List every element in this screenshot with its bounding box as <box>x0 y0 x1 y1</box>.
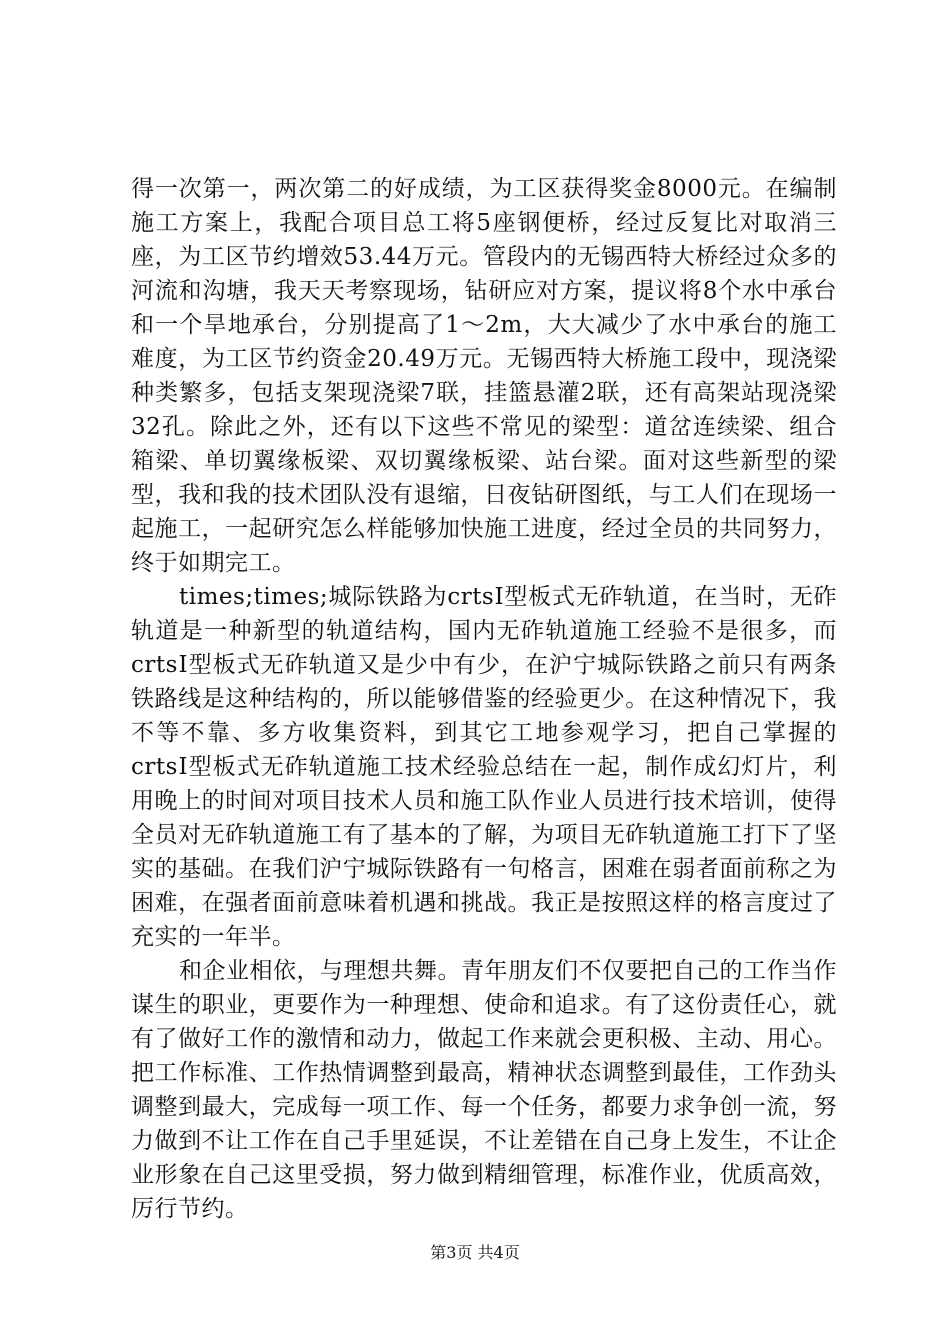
paragraph-enterprise-ideal: 和企业相依，与理想共舞。青年朋友们不仅要把自己的工作当作谋生的职业，更要作为一种理想、使命和追求。有了这份责任心，就有了做好工作的激情和动力，做起工作来就会更积极、主动、用心。把工作标准、工作热情调整到最高，精神状态调整到最佳，工作劲头调整到最大，完成每一项工作、每一个任务，都要力求争创一流，努力做到不让工作在自己手里延误，不让差错在自己身上发生，不让企业形象在自己这里受损，努力做到精细管理，标准作业，优质高效，厉行节约。 <box>131 958 837 1222</box>
document-body <box>131 172 837 1226</box>
paragraph-crts-track: times;times;城际铁路为crtsⅠ型板式无砟轨道，在当时，无砟轨道是一种新型的轨道结构，国内无砟轨道施工经验不是很多，而crtsⅠ型板式无砟轨道又是少中有少，在沪宁城际铁路之前只有两条铁路线是这种结构的，所以能够借鉴的经验更少。在这种情况下，我不等不靠、多方收集资料，到其它工地参观学习，把自己掌握的crtsⅠ型板式无砟轨道施工技术经验总结在一起，制作成幻灯片，利用晚上的时间对项目技术人员和施工队作业人员进行技术培训，使得全员对无砟轨道施工有了基本的了解，为项目无砟轨道施工打下了坚实的基础。在我们沪宁城际铁路有一句格言，困难在弱者面前称之为困难，在强者面前意味着机遇和挑战。我正是按照这样的格言度过了充实的一年半。 <box>131 584 837 950</box>
paragraph-continued: 得一次第一，两次第二的好成绩，为工区获得奖金8000元。在编制施工方案上，我配合项目总工将5座钢便桥，经过反复比对取消三座，为工区节约增效53.44万元。管段内的无锡西特大桥经过众多的河流和沟塘，我天天考察现场，钻研应对方案，提议将8个水中承台和一个旱地承台，分别提高了1～2m，大大减少了水中承台的施工难度，为工区节约资金20.49万元。无锡西特大桥施工段中，现浇梁种类繁多，包括支架现浇梁7联，挂篮悬灌2联，还有高架站现浇梁32孔。除此之外，还有以下这些不常见的梁型：道岔连续梁、组合箱梁、单切翼缘板梁、双切翼缘板梁、站台梁。面对这些新型的梁型，我和我的技术团队没有退缩，日夜钻研图纸，与工人们在现场一起施工，一起研究怎么样能够加快施工进度，经过全员的共同努力，终于如期完工。 <box>131 176 837 576</box>
page-footer: 第3页 共4页 <box>430 1243 520 1262</box>
